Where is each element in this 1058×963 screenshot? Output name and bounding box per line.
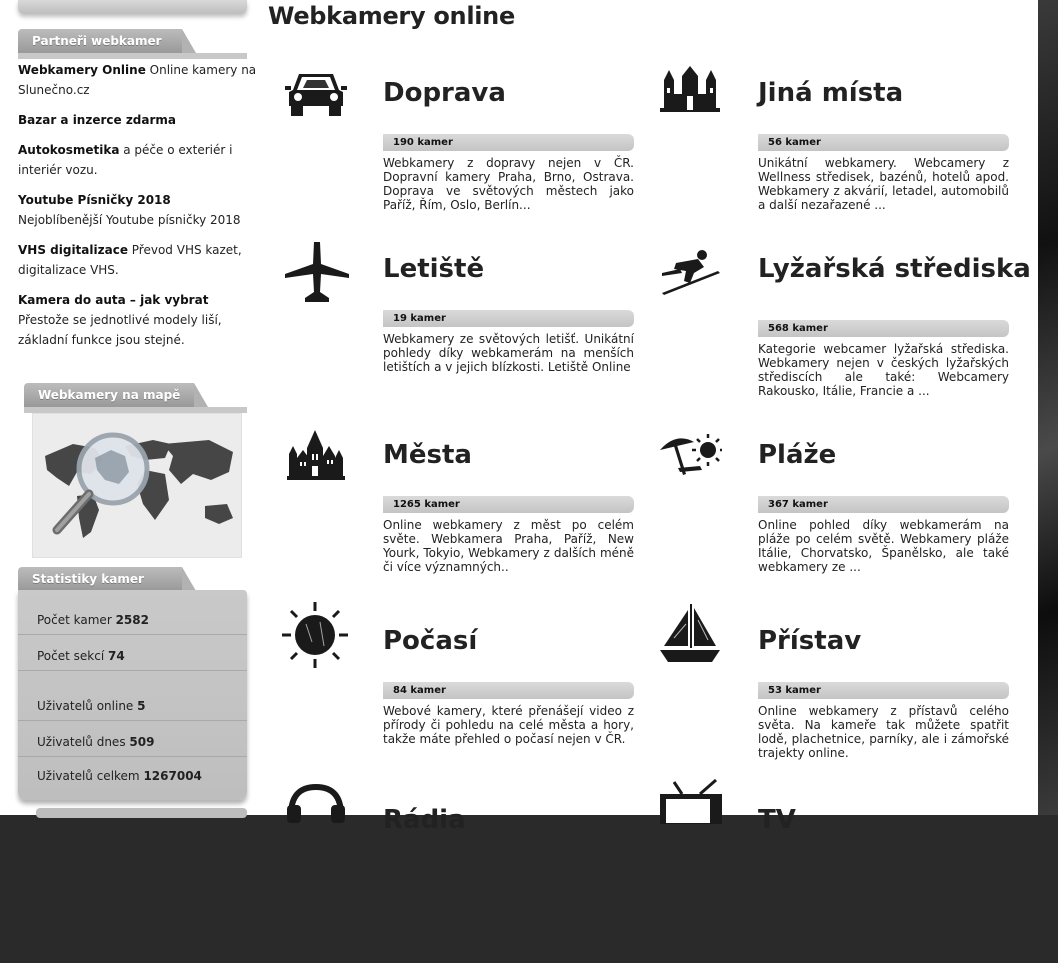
sidebar-bottom-box bbox=[36, 808, 247, 818]
category-card bbox=[285, 242, 637, 422]
camera-count-badge: 84 kamer bbox=[383, 682, 634, 699]
category-card bbox=[660, 247, 1031, 427]
category-card bbox=[660, 66, 1012, 246]
category-title[interactable]: Jiná místa bbox=[758, 78, 904, 108]
sailboat-icon[interactable] bbox=[660, 604, 726, 664]
stat-label: Uživatelů online bbox=[37, 699, 134, 713]
stat-label: Uživatelů dnes bbox=[37, 735, 126, 749]
camera-count-badge: 367 kamer bbox=[758, 496, 1009, 513]
category-description: Kategorie webcamer lyžařská střediska. Webkamery nejen v českých lyžařských střediscích ale také: Webcamery Rakousko, Itálie, Francie a ... bbox=[758, 342, 1009, 398]
category-title[interactable]: Pláže bbox=[758, 440, 837, 470]
category-description: Webové kamery, které přenášejí video z přírody či pohledu na celé města a hory, takže máte přehled o počasí nejen v ČR. bbox=[383, 704, 634, 746]
category-title[interactable]: Rádia bbox=[383, 805, 466, 835]
partner-link[interactable]: Youtube Písničky 2018 bbox=[18, 193, 171, 207]
stat-label: Počet sekcí bbox=[37, 649, 105, 663]
partner-desc: a péče o exteriér i interiér vozu. bbox=[18, 143, 233, 177]
stat-value: 509 bbox=[129, 735, 155, 749]
camera-count-badge: 53 kamer bbox=[758, 682, 1009, 699]
partner-item bbox=[18, 190, 258, 230]
stat-row bbox=[18, 727, 247, 757]
airplane-icon[interactable] bbox=[285, 242, 351, 302]
castle-icon[interactable] bbox=[660, 66, 726, 126]
category-title[interactable]: Letiště bbox=[383, 254, 485, 284]
partner-link[interactable]: Webkamery Online bbox=[18, 63, 146, 77]
partner-item bbox=[18, 240, 258, 280]
partner-item bbox=[18, 60, 258, 100]
category-title[interactable]: Lyžařská střediska bbox=[758, 254, 1031, 284]
stats-panel bbox=[18, 590, 247, 800]
category-card bbox=[282, 602, 634, 782]
category-card bbox=[285, 66, 637, 246]
category-card bbox=[660, 428, 1012, 608]
category-description: Webkamery z dopravy nejen v ČR. Dopravní kamery Praha, Brno, Ostrava. Doprava ve světových městech jako Paříž, Řím, Oslo, Berlín... bbox=[383, 156, 634, 212]
partner-link[interactable]: Kamera do auta – jak vybrat bbox=[18, 293, 209, 307]
stat-value: 2582 bbox=[115, 613, 149, 627]
stat-label: Uživatelů celkem bbox=[37, 769, 140, 783]
category-title[interactable]: Města bbox=[383, 440, 472, 470]
category-description: Online webkamery z přístavů celého světa. Na kameře tak můžete spatřit lodě, plachetnice, parníky, ale i zámořské trajekty online. bbox=[758, 704, 1009, 760]
partner-item bbox=[18, 290, 258, 350]
background-texture bbox=[1038, 0, 1058, 815]
page-title: Webkamery online bbox=[268, 2, 515, 30]
category-card bbox=[660, 604, 1012, 784]
tv-icon[interactable] bbox=[660, 780, 726, 840]
partner-item bbox=[18, 140, 258, 180]
headphones-icon[interactable] bbox=[285, 783, 351, 843]
camera-count-badge: 56 kamer bbox=[758, 134, 1009, 151]
world-map-link[interactable] bbox=[32, 413, 242, 558]
sidebar bbox=[0, 0, 262, 815]
category-title[interactable]: Počasí bbox=[383, 626, 478, 656]
partner-desc: Online kamery na Slunečno.cz bbox=[18, 63, 257, 97]
stat-value: 5 bbox=[137, 699, 146, 713]
partner-desc: Převod VHS kazet, digitalizace VHS. bbox=[18, 243, 242, 277]
map-title: Webkamery na mapě bbox=[24, 383, 194, 407]
partners-divider bbox=[18, 53, 247, 59]
sun-icon[interactable] bbox=[282, 602, 348, 662]
car-icon[interactable] bbox=[285, 66, 351, 126]
world-map-magnifier-icon bbox=[33, 414, 243, 559]
stat-row bbox=[18, 605, 247, 635]
partners-list bbox=[18, 60, 258, 360]
partner-link[interactable]: VHS digitalizace bbox=[18, 243, 128, 257]
camera-count-badge: 568 kamer bbox=[758, 320, 1009, 337]
category-description: Webkamery ze světových letišť. Unikátní pohledy díky webkamerám na menších letištích a v jejich blízkosti. Letiště Online bbox=[383, 332, 634, 374]
category-card bbox=[285, 783, 637, 963]
category-card bbox=[660, 780, 1012, 960]
category-description: Online webkamery z měst po celém světe. Webkamera Praha, Paříž, New Yourk, Tokyio, Webkamery z dalších méně či více významných.. bbox=[383, 518, 634, 574]
partner-link[interactable]: Bazar a inzerce zdarma bbox=[18, 113, 177, 127]
category-title[interactable]: Doprava bbox=[383, 78, 506, 108]
camera-count-badge: 19 kamer bbox=[383, 310, 634, 327]
partner-desc: Přestože se jednotlivé modely liší, základní funkce jsou stejné. bbox=[18, 313, 222, 347]
stat-row bbox=[18, 691, 247, 721]
category-description: Online pohled díky webkamerám na pláže po celém světě. Webkamery pláže Itálie, Chorvatsko, Španělsko, ale také webkamery ze ... bbox=[758, 518, 1009, 574]
stat-label: Počet kamer bbox=[37, 613, 112, 627]
stat-value: 74 bbox=[108, 649, 125, 663]
beach-icon[interactable] bbox=[660, 428, 726, 488]
sidebar-top-box bbox=[18, 0, 247, 14]
partner-item bbox=[18, 110, 258, 130]
partners-title: Partneři webkamer bbox=[18, 29, 182, 53]
skier-icon[interactable] bbox=[660, 247, 726, 307]
camera-count-badge: 190 kamer bbox=[383, 134, 634, 151]
category-title[interactable]: TV bbox=[758, 805, 796, 835]
stat-row bbox=[18, 641, 247, 671]
category-card bbox=[285, 428, 637, 608]
city-icon[interactable] bbox=[285, 428, 351, 488]
category-description: Unikátní webkamery. Webcamery z Wellness středisek, bazénů, hotelů apod. Webkamery z akvárií, letadel, automobilů a další nezařazené ... bbox=[758, 156, 1009, 212]
stat-value: 1267004 bbox=[143, 769, 202, 783]
stats-title: Statistiky kamer bbox=[18, 567, 182, 591]
stat-row bbox=[18, 761, 247, 791]
partner-desc: Nejoblíbenější Youtube písničky 2018 bbox=[18, 213, 241, 227]
category-title[interactable]: Přístav bbox=[758, 626, 862, 656]
camera-count-badge: 1265 kamer bbox=[383, 496, 634, 513]
partner-link[interactable]: Autokosmetika bbox=[18, 143, 120, 157]
